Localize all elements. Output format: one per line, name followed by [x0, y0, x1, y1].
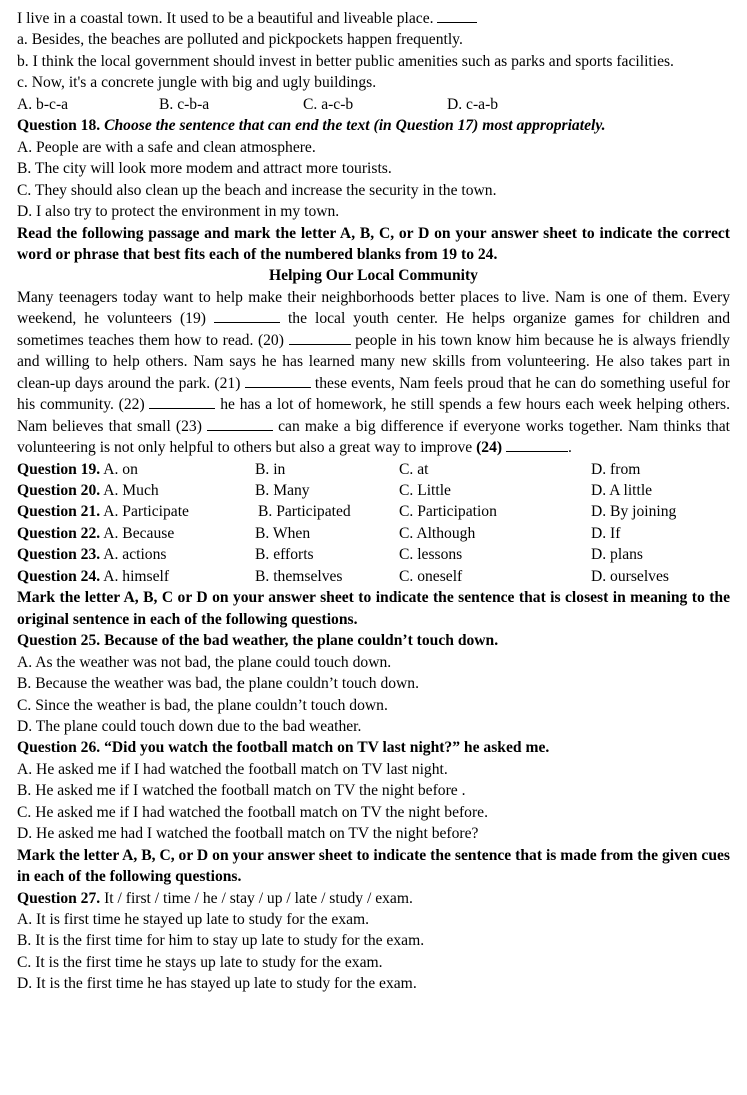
q17-sentence-b: b. I think the local government should invest in better public amenities such as parks and sports facilities.: [17, 52, 674, 70]
q17-sentence-c: c. Now, it's a concrete jungle with big and ugly buildings.: [17, 74, 377, 92]
q18-option-d: D. I also try to protect the environment in my town.: [17, 203, 340, 221]
q18-option-b: B. The city will look more modem and attract more tourists.: [17, 160, 392, 178]
q17-option-b: B. c-b-a: [159, 95, 210, 113]
q27-stem: Question 27. It / first / time / he / stay / up / late / study / exam.: [17, 889, 413, 907]
q27-option-d: D. It is the first time he has stayed up late to study for the exam.: [17, 975, 417, 993]
blank-24: [506, 437, 568, 452]
q27-option-b: B. It is the first time for him to stay up late to study for the exam.: [17, 932, 425, 950]
q17-option-a: A. b-c-a: [17, 95, 69, 113]
blank-20: [289, 330, 351, 345]
q25-option-c: C. Since the weather is bad, the plane couldn’t touch down.: [17, 696, 388, 714]
answer-blank: [437, 8, 477, 23]
q18-option-a: A. People are with a safe and clean atmosphere.: [17, 138, 316, 156]
q17-intro: I live in a coastal town. It used to be a beautiful and liveable place.: [17, 8, 730, 29]
blank-19: [214, 308, 280, 323]
q18-stem: Question 18. Choose the sentence that can end the text (in Question 17) most appropriately.: [17, 117, 606, 135]
question-row: Question 22. A. Because B. When C. Although D. If: [17, 524, 621, 542]
passage-text: Many teenagers today want to help make their neighborhoods better places to live. Nam is one of them. Every weekend, he volunteers (19) the local youth center. He helps organize games for children and sometimes teaches them how to read. (20) people in his town know him because he is always friendly and willing to help others. Nam says he has learned many new skills from volunteering. He also takes part in clean-up days around the park. (21) these events, Nam feels proud that he can do something useful for his community. (22) he has a lot of homework, he still spends a few hours each week helping others. Nam believes that small (23) can make a big difference if everyone works together. Nam thinks that volunteering is not only helpful to others but also a great way to improve (24) .: [17, 288, 730, 457]
q17-option-d: D. c-a-b: [447, 95, 499, 113]
q26-option-d: D. He asked me had I watched the football match on TV the night before?: [17, 825, 479, 843]
question-row: Question 21. A. Participate B. Participated C. Participation D. By joining: [17, 503, 677, 521]
q25-option-d: D. The plane could touch down due to the bad weather.: [17, 717, 362, 735]
q25-option-a: A. As the weather was not bad, the plane could touch down.: [17, 653, 392, 671]
question-row: Question 23. A. actions B. efforts C. lessons D. plans: [17, 546, 643, 564]
passage-title: Helping Our Local Community: [269, 267, 478, 285]
q17-option-c: C. a-c-b: [303, 95, 354, 113]
question-row: Question 19. A. on B. in C. at D. from: [17, 460, 641, 478]
q17-options: [17, 94, 730, 115]
q18-option-c: C. They should also clean up the beach and increase the security in the town.: [17, 181, 497, 199]
q26-option-b: B. He asked me if I watched the football match on TV the night before .: [17, 782, 466, 800]
q26-option-a: A. He asked me if I had watched the football match on TV last night.: [17, 760, 448, 778]
q27-option-a: A. It is first time he stayed up late to study for the exam.: [17, 911, 370, 929]
question-row: Question 24. A. himself B. themselves C. oneself D. ourselves: [17, 567, 669, 585]
q26-option-c: C. He asked me if I had watched the football match on TV the night before.: [17, 803, 488, 821]
q25-option-b: B. Because the weather was bad, the plane couldn’t touch down.: [17, 675, 419, 693]
questions-19-24: [17, 459, 730, 588]
blank-23: [207, 416, 273, 431]
blank-21: [245, 373, 311, 388]
q27-option-c: C. It is the first time he stays up late to study for the exam.: [17, 953, 383, 971]
passage-instructions: Read the following passage and mark the letter A, B, C, or D on your answer sheet to indicate the correct word or phrase that best fits each of the numbered blanks from 19 to 24.: [17, 224, 730, 263]
closest-instructions: Mark the letter A, B, C or D on your answer sheet to indicate the sentence that is closest in meaning to the original sentence in each of the following questions.: [17, 589, 730, 628]
blank-22: [149, 394, 215, 409]
cues-instructions: Mark the letter A, B, C, or D on your answer sheet to indicate the sentence that is made from the given cues in each of the following questions.: [17, 846, 730, 886]
question-row: Question 20. A. Much B. Many C. Little D. A little: [17, 481, 653, 499]
q26-stem: Question 26. “Did you watch the football match on TV last night?” he asked me.: [17, 739, 550, 757]
q25-stem: Question 25. Because of the bad weather, the plane couldn’t touch down.: [17, 632, 499, 650]
q17-sentence-a: a. Besides, the beaches are polluted and pickpockets happen frequently.: [17, 31, 463, 49]
